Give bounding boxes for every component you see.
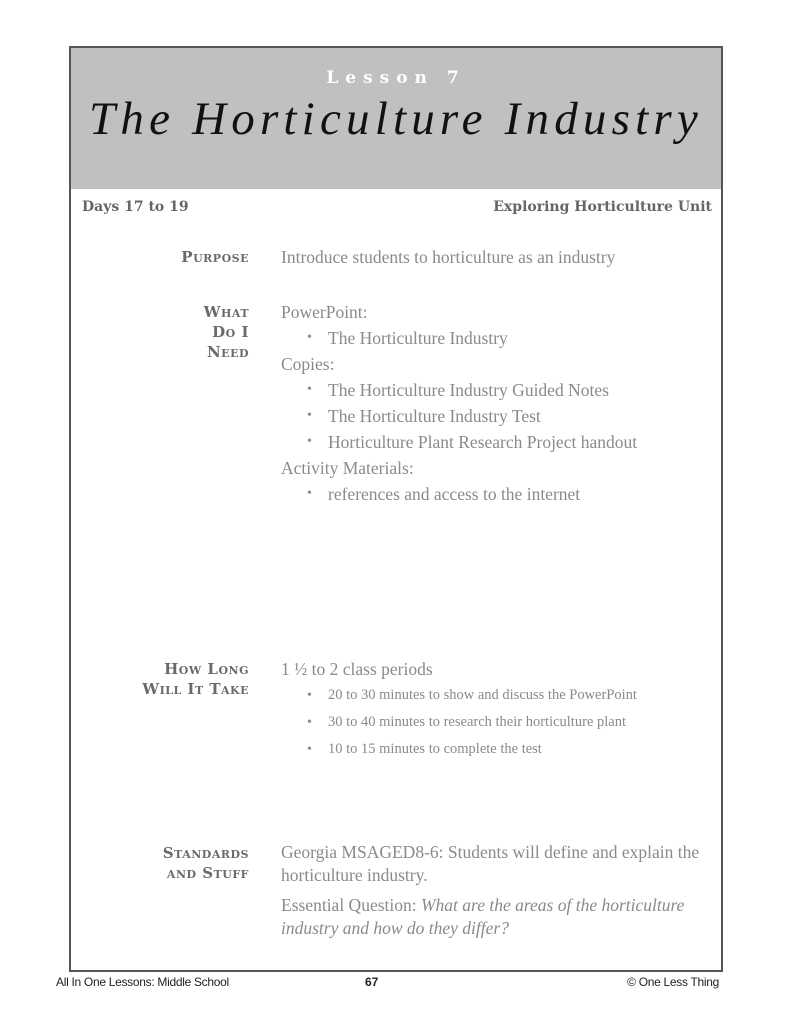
list-item: • The Horticulture Industry Test [281,403,721,429]
section-content [281,244,721,270]
section-label: Standards and Stuff [162,844,249,882]
bullet-icon: • [307,434,312,449]
page-footer [56,975,719,995]
group-heading: Copies: [281,354,335,374]
footer-book-title: All In One Lessons: Middle School [56,975,229,989]
section-label: How Long Will It Take [142,660,249,698]
list-item: • 10 to 15 minutes to complete the test [281,736,721,763]
list-item: • The Horticulture Industry Guided Notes [281,377,721,403]
list-item: • The Horticulture Industry [281,325,721,351]
list-item: • Horticulture Plant Research Project handout [281,429,721,455]
unit-name: Exploring Horticulture Unit [493,199,712,215]
section-content [281,656,721,763]
bullet-icon: • [307,330,312,345]
bullet-icon: • [307,382,312,397]
list-item: • references and access to the internet [281,481,721,507]
bullet-icon: • [307,486,312,501]
duration-summary: 1 ½ to 2 class periods [281,659,433,679]
list-item: • 20 to 30 minutes to show and discuss the PowerPoint [281,682,721,709]
bullet-icon: • [307,742,312,757]
days-range: Days 17 to 19 [82,199,189,215]
essential-question: Essential Question: What are the areas of the horticulture industry and how do they differ? [281,895,685,938]
section-label: Purpose [181,248,249,266]
bullet-icon: • [307,715,312,730]
section-content [281,299,721,507]
section-content [281,841,721,940]
header-band [71,48,721,189]
group-heading: PowerPoint: [281,302,368,322]
page-number: 67 [365,975,379,989]
group-heading: Activity Materials: [281,458,414,478]
bullet-icon: • [307,688,312,703]
standard-text: Georgia MSAGED8-6: Students will define and explain the horticulture industry. [281,842,700,885]
footer-copyright: © One Less Thing [627,975,719,989]
list-item: • 30 to 40 minutes to research their horticulture plant [281,709,721,736]
section-label: What Do I Need [203,303,249,361]
lesson-frame [69,46,723,972]
purpose-text: Introduce students to horticulture as an industry [281,247,616,267]
lesson-number: Lesson 7 [326,68,466,88]
lesson-title: The Horticulture Industry [89,93,703,145]
bullet-icon: • [307,408,312,423]
